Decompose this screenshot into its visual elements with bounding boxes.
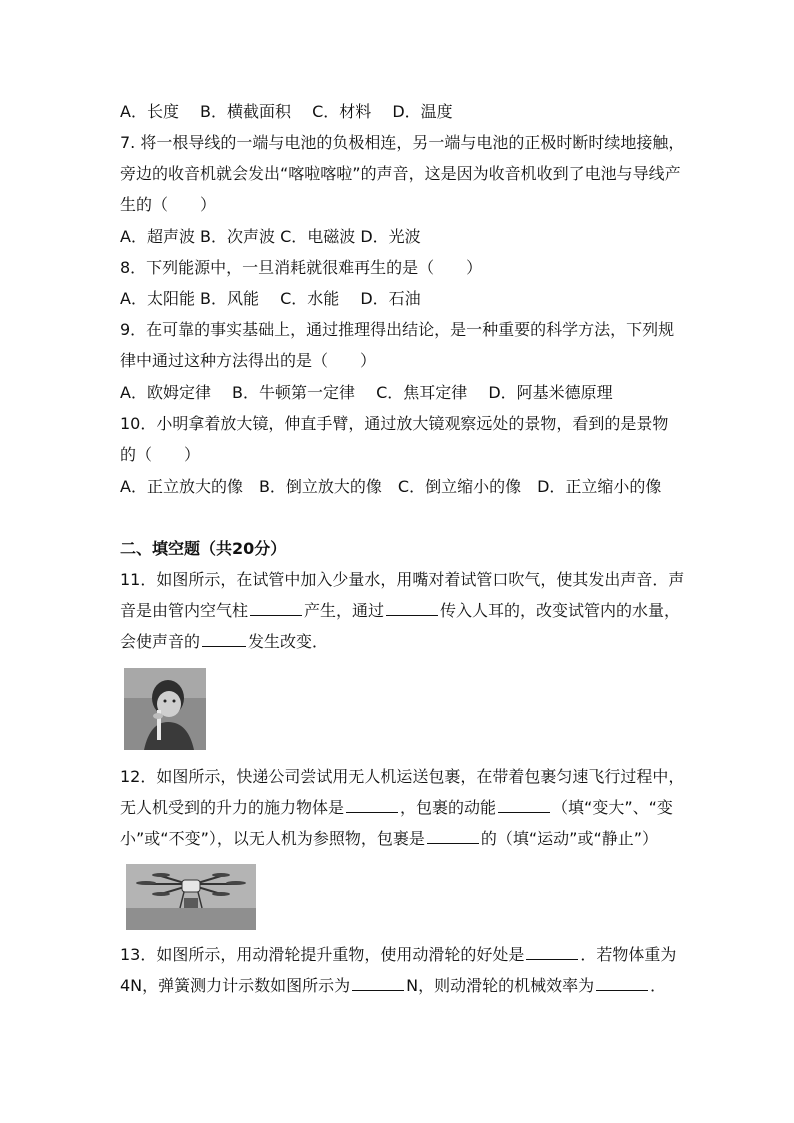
answer-blank[interactable]	[526, 945, 578, 960]
q9-options: A．欧姆定律 B．牛顿第一定律 C．焦耳定律 D．阿基米德原理	[120, 383, 613, 402]
answer-blank[interactable]	[427, 829, 479, 844]
answer-blank[interactable]	[346, 798, 398, 813]
q11-text: 发生改变．	[248, 632, 329, 651]
q9-line1: 9．在可靠的事实基础上，通过推理得出结论，是一种重要的科学方法，下列规	[120, 320, 675, 339]
q7-line3: 生的（ ）	[120, 195, 217, 214]
q12-text: （填“变大”、“变	[552, 798, 673, 817]
answer-blank[interactable]	[498, 798, 550, 813]
q12-text: 无人机受到的升力的施力物体是	[120, 798, 345, 817]
q10-line1: 10．小明拿着放大镜，伸直手臂，通过放大镜观察远处的景物，看到的是景物	[120, 414, 669, 433]
answer-blank[interactable]	[386, 601, 438, 616]
q12-line1: 12．如图所示，快递公司尝试用无人机运送包裹，在带着包裹匀速飞行过程中，	[120, 767, 685, 786]
answer-blank[interactable]	[250, 601, 302, 616]
q11-figure-image	[124, 668, 206, 750]
q13-text: ．	[650, 976, 667, 995]
q10-line2: 的（ ）	[120, 445, 201, 464]
q11-line2	[120, 601, 680, 621]
q13-text: 13．如图所示，用动滑轮提升重物，使用动滑轮的好处是	[120, 945, 525, 964]
q7-line2: 旁边的收音机就会发出“喀啦喀啦”的声音，这是因为收音机收到了电池与导线产	[120, 164, 681, 183]
q11-text: 产生，通过	[304, 601, 385, 620]
q11-text: 传入人耳的，改变试管内的水量，	[440, 601, 681, 620]
q8-options: A．太阳能 B．风能 C．水能 D．石油	[120, 289, 421, 308]
q8-line1: 8．下列能源中，一旦消耗就很难再生的是（ ）	[120, 258, 483, 277]
q12-line2	[120, 798, 673, 818]
answer-blank[interactable]	[352, 976, 404, 991]
drone-illustration	[126, 864, 256, 930]
q12-figure-image	[126, 864, 256, 930]
q13-text: 4N，弹簧测力计示数如图所示为	[120, 976, 351, 995]
q13-text: N，则动滑轮的机械效率为	[406, 976, 595, 995]
q12-text: ，包裹的动能	[400, 798, 497, 817]
q13-line2	[120, 976, 666, 996]
q7-line1: 7. 将一根导线的一端与电池的负极相连，另一端与电池的正极时断时续地接触，	[120, 133, 685, 152]
section2-heading: 二、填空题（共20分）	[120, 539, 287, 558]
answer-blank[interactable]	[596, 976, 648, 991]
q12-line3	[120, 829, 658, 849]
q7-options: A．超声波 B．次声波 C．电磁波 D．光波	[120, 227, 421, 246]
q11-text: 会使声音的	[120, 632, 201, 651]
q10-options: A．正立放大的像 B．倒立放大的像 C．倒立缩小的像 D．正立缩小的像	[120, 477, 662, 496]
q12-text: 小”或“不变”），以无人机为参照物，包裹是	[120, 829, 425, 848]
q9-line2: 律中通过这种方法得出的是（ ）	[120, 351, 377, 370]
answer-blank[interactable]	[202, 632, 246, 647]
q12-text: 的（填“运动”或“静止”）	[480, 829, 659, 848]
q11-text: 音是由管内空气柱	[120, 601, 249, 620]
q6-options: A．长度 B．横截面积 C．材料 D．温度	[120, 102, 453, 121]
q11-line1: 11．如图所示，在试管中加入少量水，用嘴对着试管口吹气，使其发出声音．声	[120, 570, 685, 589]
q13-text: ．若物体重为	[580, 945, 677, 964]
student-blowing-tube-illustration	[124, 668, 206, 750]
q11-line3	[120, 632, 328, 652]
q13-line1	[120, 945, 676, 965]
